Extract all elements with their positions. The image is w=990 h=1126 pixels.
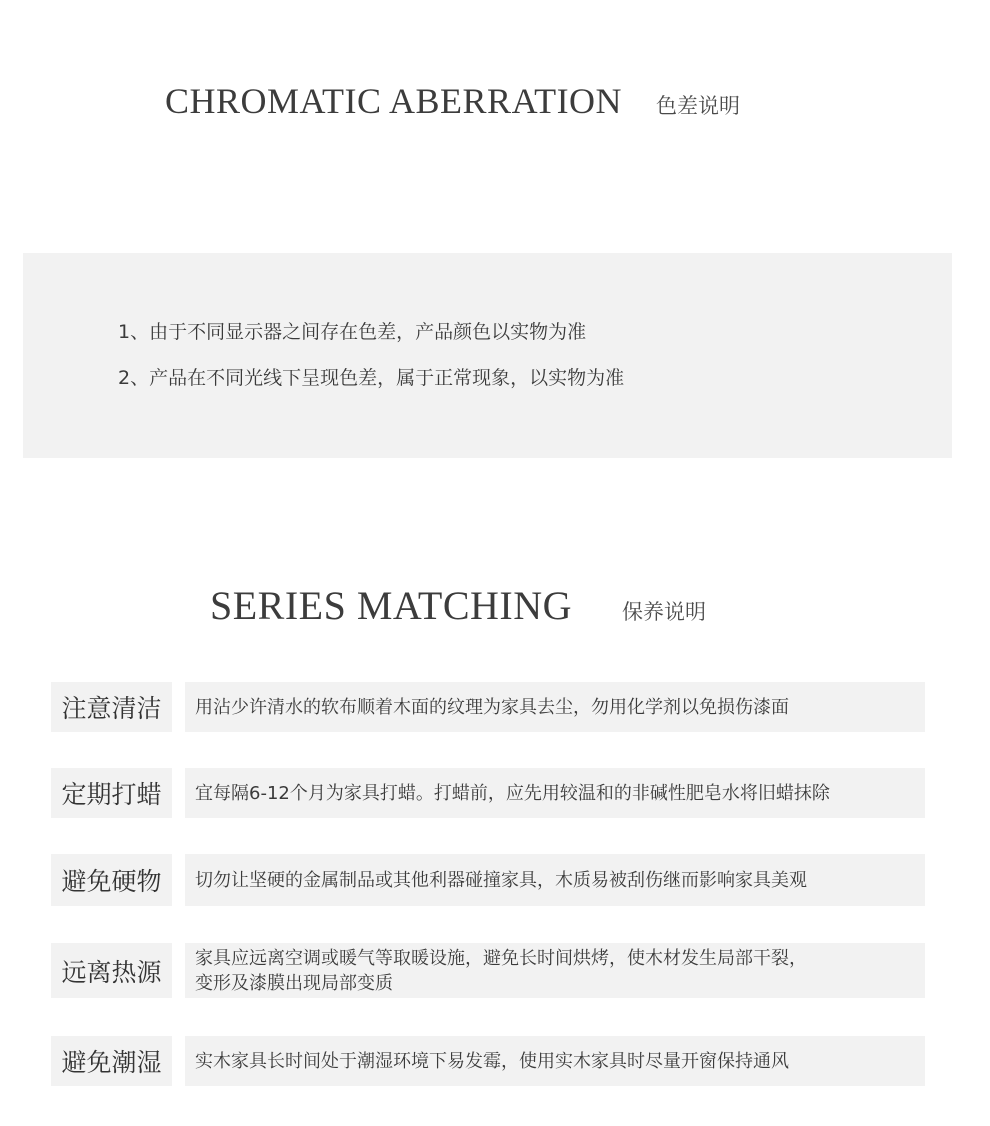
care-item-text: 实木家具长时间处于潮湿环境下易发霉，使用实木家具时尽量开窗保持通风	[185, 1036, 925, 1086]
care-item-moisture	[51, 1036, 925, 1086]
care-item-waxing	[51, 768, 925, 818]
series-matching-heading	[210, 582, 706, 629]
care-item-title: 定期打蜡	[51, 768, 172, 818]
care-item-text: 切勿让坚硬的金属制品或其他利器碰撞家具，木质易被刮伤继而影响家具美观	[185, 854, 925, 906]
series-title-cn: 保养说明	[621, 600, 706, 624]
care-item-title: 避免潮湿	[51, 1036, 172, 1086]
care-item-hard-objects	[51, 854, 925, 906]
care-item-title: 避免硬物	[51, 854, 172, 906]
care-item-heat-sources	[51, 943, 925, 998]
chromatic-title-cn: 色差说明	[656, 94, 741, 118]
chromatic-notes-box	[23, 253, 952, 458]
care-item-text: 家具应远离空调或暖气等取暖设施，避免长时间烘烤，使木材发生局部干裂， 变形及漆膜出现局部变质	[185, 943, 925, 998]
chromatic-title-en: CHROMATIC ABERRATION	[165, 81, 623, 121]
care-item-title: 远离热源	[51, 943, 172, 998]
care-item-cleaning	[51, 682, 925, 732]
care-item-title: 注意清洁	[51, 682, 172, 732]
chromatic-note: 2、产品在不同光线下呈现色差，属于正常现象，以实物为准	[118, 367, 625, 389]
chromatic-aberration-heading	[165, 80, 740, 122]
care-item-text: 宜每隔6-12个月为家具打蜡。打蜡前，应先用较温和的非碱性肥皂水将旧蜡抹除	[185, 768, 925, 818]
series-title-en: SERIES MATCHING	[210, 583, 572, 628]
chromatic-note: 1、由于不同显示器之间存在色差，产品颜色以实物为准	[118, 321, 587, 343]
care-item-text: 用沾少许清水的软布顺着木面的纹理为家具去尘，勿用化学剂以免损伤漆面	[185, 682, 925, 732]
